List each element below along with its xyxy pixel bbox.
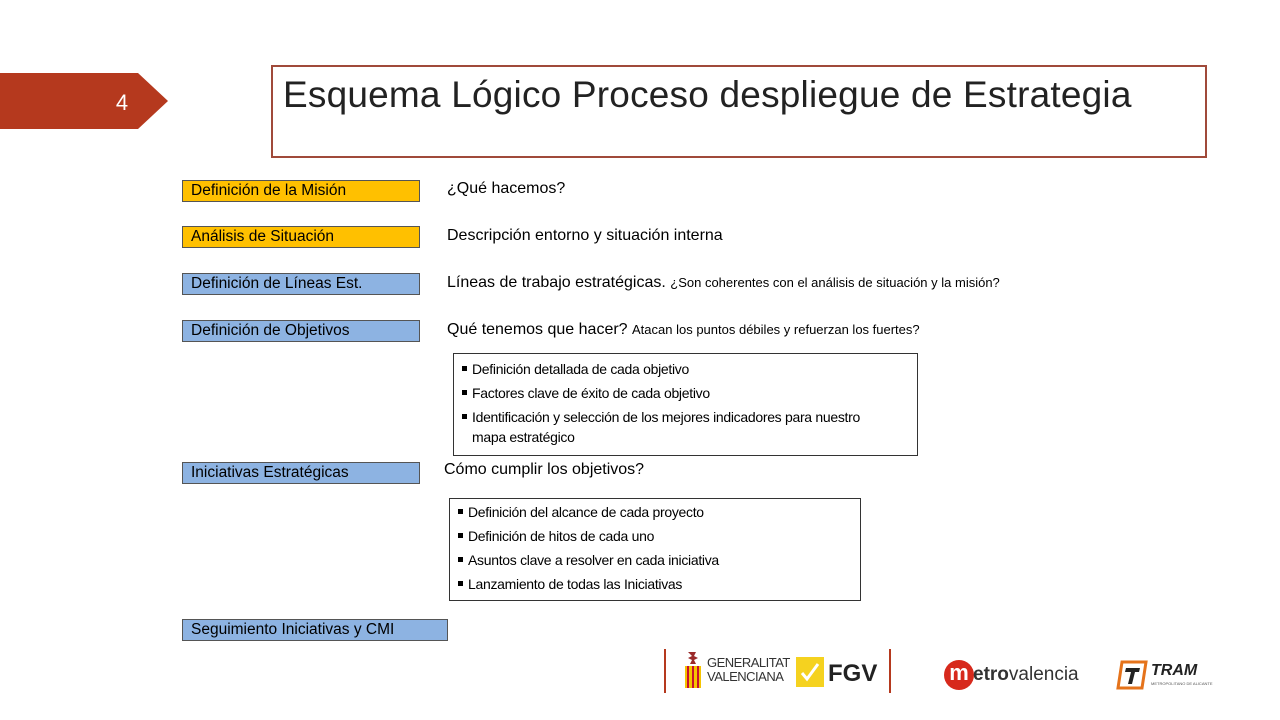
page-title: Esquema Lógico Proceso despliegue de Estrategia [283, 74, 1132, 115]
page-number-tab [0, 73, 168, 129]
objectives-detail-item: Factores clave de éxito de cada objetivo [454, 383, 917, 403]
step-objectives: Definición de Objetivos [182, 320, 420, 342]
objectives-detail-item: Definición detallada de cada objetivo [454, 359, 917, 379]
tram-logo-icon [1116, 660, 1148, 690]
step-tracking: Seguimiento Iniciativas y CMI [182, 619, 448, 641]
initiatives-detail-item: Definición del alcance de cada proyecto [450, 502, 860, 522]
generalitat-line1: GENERALITAT [707, 655, 790, 670]
step-initiatives-desc [444, 460, 644, 480]
metrovalencia-logo-icon: m [944, 660, 974, 690]
fgv-logo-icon [796, 657, 824, 687]
step-objectives-desc [447, 320, 920, 340]
objectives-detail-box [453, 353, 918, 456]
objectives-detail-item: Identificación y selección de los mejores indicadores para nuestro mapa estratégico [454, 407, 872, 447]
logo-divider [664, 649, 666, 693]
step-initiatives: Iniciativas Estratégicas [182, 462, 420, 484]
generalitat-line2: VALENCIANA [707, 669, 784, 684]
initiatives-detail-box [449, 498, 861, 601]
step-lines-desc [447, 273, 1000, 293]
step-objectives-small: Atacan los puntos débiles y refuerzan los fuertes? [632, 322, 920, 337]
initiatives-detail-item: Lanzamiento de todas las Iniciativas [450, 574, 860, 594]
fgv-logo-text: FGV [828, 660, 878, 687]
logo-divider [889, 649, 891, 693]
step-lines-small: ¿Son coherentes con el análisis de situación y la misión? [670, 275, 1000, 290]
page-number: 4 [115, 90, 129, 115]
metro-etro: etro [973, 664, 1009, 685]
generalitat-logo-icon [682, 650, 704, 690]
step-lines-main: Líneas de trabajo estratégicas. [447, 274, 666, 291]
step-objectives-main: Qué tenemos que hacer? [447, 321, 628, 338]
step-situation: Análisis de Situación [182, 226, 420, 248]
step-mission-desc [447, 179, 565, 199]
step-mission-question: ¿Qué hacemos? [447, 180, 566, 197]
step-situation-desc [447, 226, 723, 246]
metrovalencia-logo-text [973, 664, 1079, 686]
initiatives-detail-item: Asuntos clave a resolver en cada iniciativa [450, 550, 860, 570]
metro-valencia: valencia [1008, 664, 1079, 685]
step-mission: Definición de la Misión [182, 180, 420, 202]
step-lines: Definición de Líneas Est. [182, 273, 420, 295]
tram-logo-text: TRAM [1151, 662, 1198, 679]
generalitat-logo-text [707, 656, 790, 684]
step-situation-question: Descripción entorno y situación interna [447, 227, 723, 244]
initiatives-detail-item: Definición de hitos de cada uno [450, 526, 860, 546]
tram-logo-subtext: METROPOLITANO DE ALICANTE [1151, 681, 1213, 686]
step-initiatives-question: Cómo cumplir los objetivos? [444, 461, 645, 478]
